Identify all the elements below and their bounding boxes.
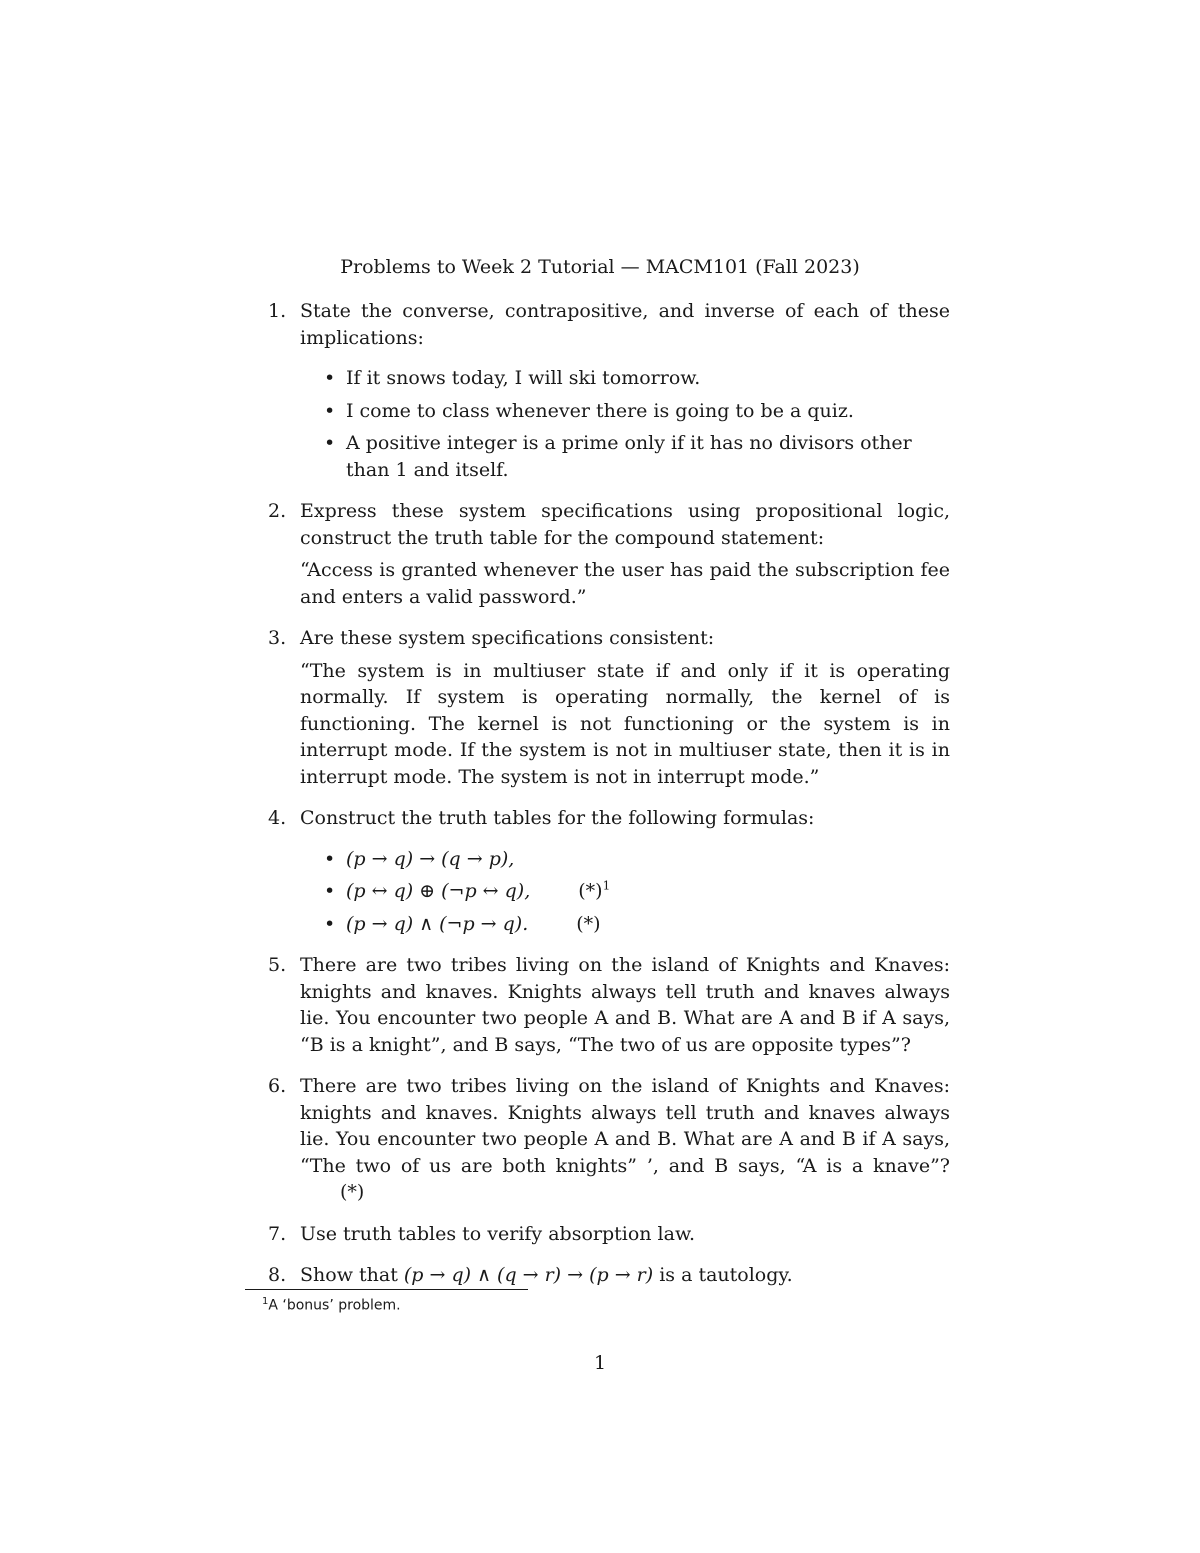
- problem-number: 7.: [268, 1222, 287, 1245]
- formula: (p → q) ∧ (¬p → q).: [346, 912, 529, 935]
- problem-2: [268, 498, 950, 610]
- formula: (p → q) ∧ (q → r) → (p → r): [403, 1264, 654, 1286]
- page-number: 1: [593, 1352, 607, 1374]
- formula: (p ↔ q) ⊕ (¬p ↔ q),: [346, 880, 531, 902]
- list-item: • If it snows today, I will ski tomorrow.: [300, 365, 950, 392]
- problem-8: [268, 1262, 950, 1289]
- problem-text-block: [300, 1073, 950, 1206]
- problem-text: State the converse, contrapositive, and inverse of each of these implications:: [300, 300, 950, 349]
- formula-item: [300, 878, 950, 905]
- problem-text: Are these system specifications consistent:: [300, 627, 715, 649]
- problem-number: 4.: [268, 807, 287, 829]
- problem-number: 1.: [268, 300, 287, 322]
- footnote-divider: [245, 1289, 528, 1290]
- list-item: • I come to class whenever there is going to be a quiz.: [300, 398, 950, 425]
- problem-text: There are two tribes living on the island of Knights and Knaves: knights and knaves. Knights always tell truth and knaves always lie. You encounter two people A and B. What are A and B if A says, “B is a knight”, and B says, “The two of us are opposite types”?: [300, 954, 950, 1056]
- problem-7: [268, 1221, 950, 1248]
- problem-text: is a tautology.: [659, 1264, 793, 1286]
- problem-number: 3.: [268, 627, 287, 649]
- problem-text: Use truth tables to verify absorption law.: [300, 1222, 696, 1245]
- problem-text: There are two tribes living on the island of Knights and Knaves: knights and knaves. Knights always tell truth and knaves always lie. You encounter two people A and B. What are A and B if A says, “The two of us are both knights” ’, and B says, “A is a knave”?: [300, 1075, 950, 1177]
- bonus-mark: (*): [340, 1181, 365, 1203]
- problem-text: Express these system specifications using propositional logic, construct the truth table for the compound statement:: [300, 500, 950, 549]
- problem-number: 6.: [268, 1075, 287, 1097]
- footnote: [262, 1296, 401, 1314]
- bonus-mark: (*): [578, 880, 603, 902]
- problem-quote: “The system is in multiuser state if and only if it is operating normally. If system is operating normally, the kernel of is functioning. The kernel is not functioning or the system is in interrupt mode. If the system is not in multiuser state, then it is in interrupt mode. The system is not in interrupt mode.”: [300, 659, 950, 788]
- footnote-number: 1: [262, 1296, 269, 1307]
- problem-number: 2.: [268, 500, 287, 522]
- problem-text: Construct the truth tables for the following formulas:: [300, 807, 815, 829]
- problem-5: [268, 952, 950, 1058]
- problem-text-block: [300, 1262, 950, 1289]
- problem-number: 5.: [268, 954, 287, 976]
- problem-list: [268, 298, 950, 1304]
- bullet-list: [300, 365, 950, 483]
- problem-quote: “Access is granted whenever the user has paid the subscription fee and enters a valid password.”: [300, 559, 950, 608]
- formula-list: [300, 846, 950, 938]
- formula-item: [300, 911, 950, 938]
- problem-number: 8.: [268, 1264, 287, 1286]
- footnote-text: A ‘bonus’ problem.: [268, 1297, 401, 1314]
- problem-3: [268, 625, 950, 790]
- footnote-ref: 1: [602, 878, 611, 893]
- page-title: Problems to Week 2 Tutorial — MACM101 (Fall 2023): [340, 256, 860, 278]
- formula: (p → q) → (q → p),: [346, 847, 515, 870]
- formula-item: [300, 846, 950, 873]
- problem-1: [268, 298, 950, 483]
- problem-text: Show that: [300, 1264, 398, 1286]
- problem-4: [268, 805, 950, 937]
- list-item: • A positive integer is a prime only if it has no divisors other than 1 and itself.: [300, 430, 950, 483]
- bonus-mark: (*): [576, 912, 601, 935]
- problem-6: [268, 1073, 950, 1206]
